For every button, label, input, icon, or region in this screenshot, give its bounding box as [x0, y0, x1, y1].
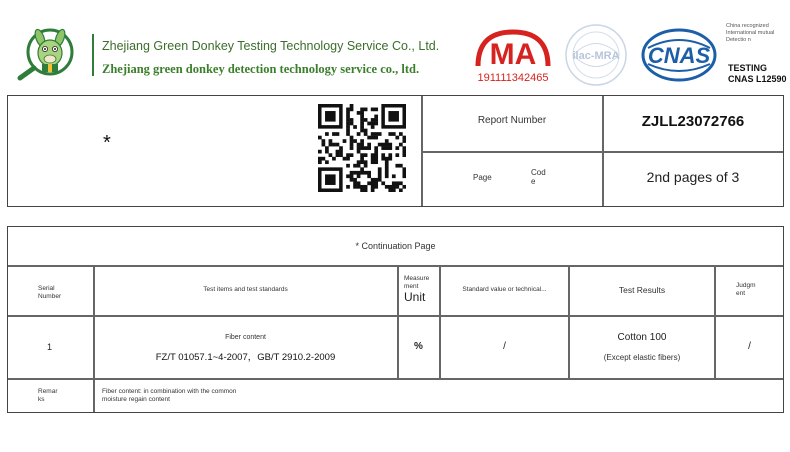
- table-hline-2: [8, 315, 783, 317]
- row-unit: %: [414, 341, 423, 352]
- table-hline-1: [8, 265, 783, 267]
- row-standard: /: [503, 341, 506, 352]
- header-judgment: Judgm ent: [736, 282, 756, 297]
- table-vline-2: [397, 266, 399, 378]
- qr-code: [318, 104, 406, 197]
- row-item-standard: FZ/T 01057.1~4-2007，GB/T 2910.2-2009: [155, 352, 336, 363]
- donkey-logo: [16, 26, 82, 82]
- page-label: Page: [473, 173, 492, 182]
- header-measure: Measure ment: [404, 275, 430, 290]
- cnas-code: CNAS L12590: [728, 74, 787, 84]
- row-item-title: Fiber content: [225, 334, 266, 341]
- page-value: 2nd pages of 3: [646, 169, 740, 185]
- cnas-seal: [640, 26, 718, 84]
- ilac-mra-seal: [563, 22, 629, 88]
- header-divider: [92, 34, 94, 76]
- ilac-mra-seal-text: ilac-MRA: [572, 50, 620, 62]
- code-label: Cod e: [531, 168, 546, 186]
- cnas-seal-text: CNAS: [647, 43, 711, 68]
- header-standard: Standard value or technical...: [462, 286, 547, 293]
- table-vline-5: [714, 266, 716, 378]
- remarks-text: Fiber content: in combination with the common moisture regain content: [102, 388, 237, 403]
- info-star: *: [103, 132, 111, 154]
- header-serial: Serial Number: [38, 285, 62, 300]
- table-hline-3: [8, 378, 783, 380]
- report-number-value: ZJLL23072766: [641, 113, 745, 130]
- cnas-note: China recognized International mutual Detectio n: [726, 23, 775, 43]
- header-results: Test Results: [618, 285, 666, 295]
- report-number-label: Report Number: [477, 115, 547, 126]
- ma-seal-text: MA: [489, 38, 537, 71]
- table-title: * Continuation Page: [355, 241, 436, 251]
- testing-label: [728, 63, 787, 85]
- header-unit: Unit: [404, 290, 426, 304]
- row-judgment: /: [748, 341, 751, 352]
- table-vline-3: [439, 266, 441, 378]
- company-name-secondary: Zhejiang green donkey detection technology service co., ltd.: [102, 62, 420, 76]
- testing-label-text: TESTING: [728, 63, 768, 73]
- remarks-label: Remar ks: [38, 388, 58, 403]
- company-name-primary: Zhejiang Green Donkey Testing Technology Service Co., Ltd.: [102, 39, 440, 53]
- row-serial: 1: [47, 342, 53, 352]
- info-divider-h: [422, 151, 783, 153]
- results-table: [7, 226, 784, 413]
- ma-number: 191111342465: [477, 72, 549, 84]
- row-result-main: Cotton 100: [617, 332, 667, 343]
- row-result-note: (Except elastic fibers): [603, 353, 681, 362]
- header-items: Test items and test standards: [203, 286, 288, 293]
